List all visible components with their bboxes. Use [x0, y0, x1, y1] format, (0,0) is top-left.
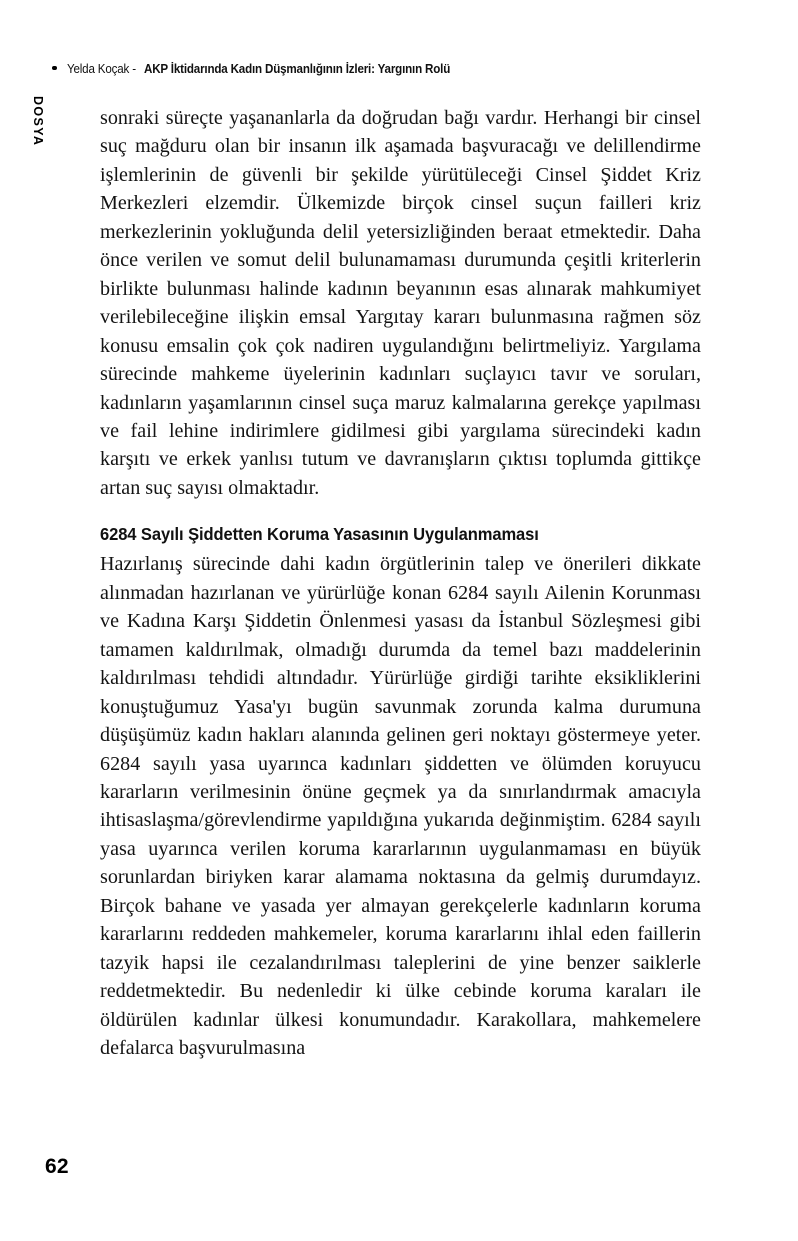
- bullet-icon: [52, 66, 57, 71]
- running-head: [52, 61, 712, 76]
- running-head-title: AKP İktidarında Kadın Düşmanlığının İzleri: Yargının Rolü: [143, 61, 450, 76]
- section-heading-1: 6284 Sayılı Şiddetten Koruma Yasasının Uygulanmaması: [100, 524, 539, 545]
- body-paragraph-2: Hazırlanış sürecinde dahi kadın örgütlerinin talep ve önerileri dikkate alınmadan hazırlanan ve yürürlüğe konan 6284 sayılı Ailenin Korunması ve Kadına Karşı Şiddetin Önlenmesi yasası da İstanbul Sözleşmesi gibi tamamen kaldırılmak, olmadığı durumda da temel bazı maddelerinin kaldırılması tehdidi altındadır. Yürürlüğe girdiği tarihte eksikliklerini konuştuğumuz Yasa'yı bugün savunmak zorunda kalma durumuna düşüşümüz kadın hakları alanında gelinen geri noktayı göstermeye yeter. 6284 sayılı yasa uyarınca kadınları şiddetten ve ölümden koruyucu kararların verilmesinin önüne geçmek ya da sınırlandırmak amacıyla ihtisaslaşma/görevlendirme yapıldığına yukarıda değinmiştim. 6284 sayılı yasa uyarınca verilen koruma kararlarının uygulanmaması en büyük sorunlardan biriyken karar alamama noktasına da gelmiş durumdayız. Birçok bahane ve yasada yer almayan gerekçelerle kadınların koruma kararlarını reddeden mahkemeler, koruma kararlarını ihlal eden faillerin tazyik hapsi ile cezalandırılması taleplerini de yine benzer saiklerle reddetmektedir. Bu nedenledir ki ülke cebinde koruma karaları ile öldürülen kadınlar ülkesi konumundadır. Karakollara, mahkemelere defalarca başvurulmasına: [100, 553, 701, 1060]
- side-section-tab: [26, 96, 50, 176]
- body-column: [100, 104, 701, 1063]
- page-number: 62: [45, 1155, 69, 1178]
- running-head-author: Yelda Koçak -: [66, 61, 136, 76]
- side-section-tab-label: DOSYA: [31, 96, 45, 147]
- body-paragraph-1: sonraki süreçte yaşananlarla da doğrudan bağı vardır. Herhangi bir cinsel suç mağduru olan bir insanın ilk aşamada başvuracağı ve delillendirme işlemlerinin de güvenli bir şekilde yürütüleceği Cinsel Şiddet Kriz Merkezleri elzemdir. Ülkemizde birçok cinsel suçun failleri kriz merkezlerinin yokluğunda delil yetersizliğinden beraat etmektedir. Daha önce verilen ve somut delil bulunamaması durumunda çeşitli kriterlerin birlikte bulunması halinde kadının beyanının esas alınarak mahkumiyet verilebileceğine ilişkin emsal Yargıtay kararı bulunmasına rağmen söz konusu emsalin çok çok nadiren uygulandığını belirtmeliyiz. Yargılama sürecinde mahkeme üyelerinin kadınları suçlayıcı tavır ve soruları, kadınların yaşamlarının cinsel suça maruz kalmalarına gerekçe yapılması ve fail lehine indirimlere gidilmesi gibi yargılama sürecindeki kadın karşıtı ve erkek yanlısı tutum ve davranışların çıktısı toplumda gittikçe artan suç sayısı olmaktadır.: [100, 107, 701, 499]
